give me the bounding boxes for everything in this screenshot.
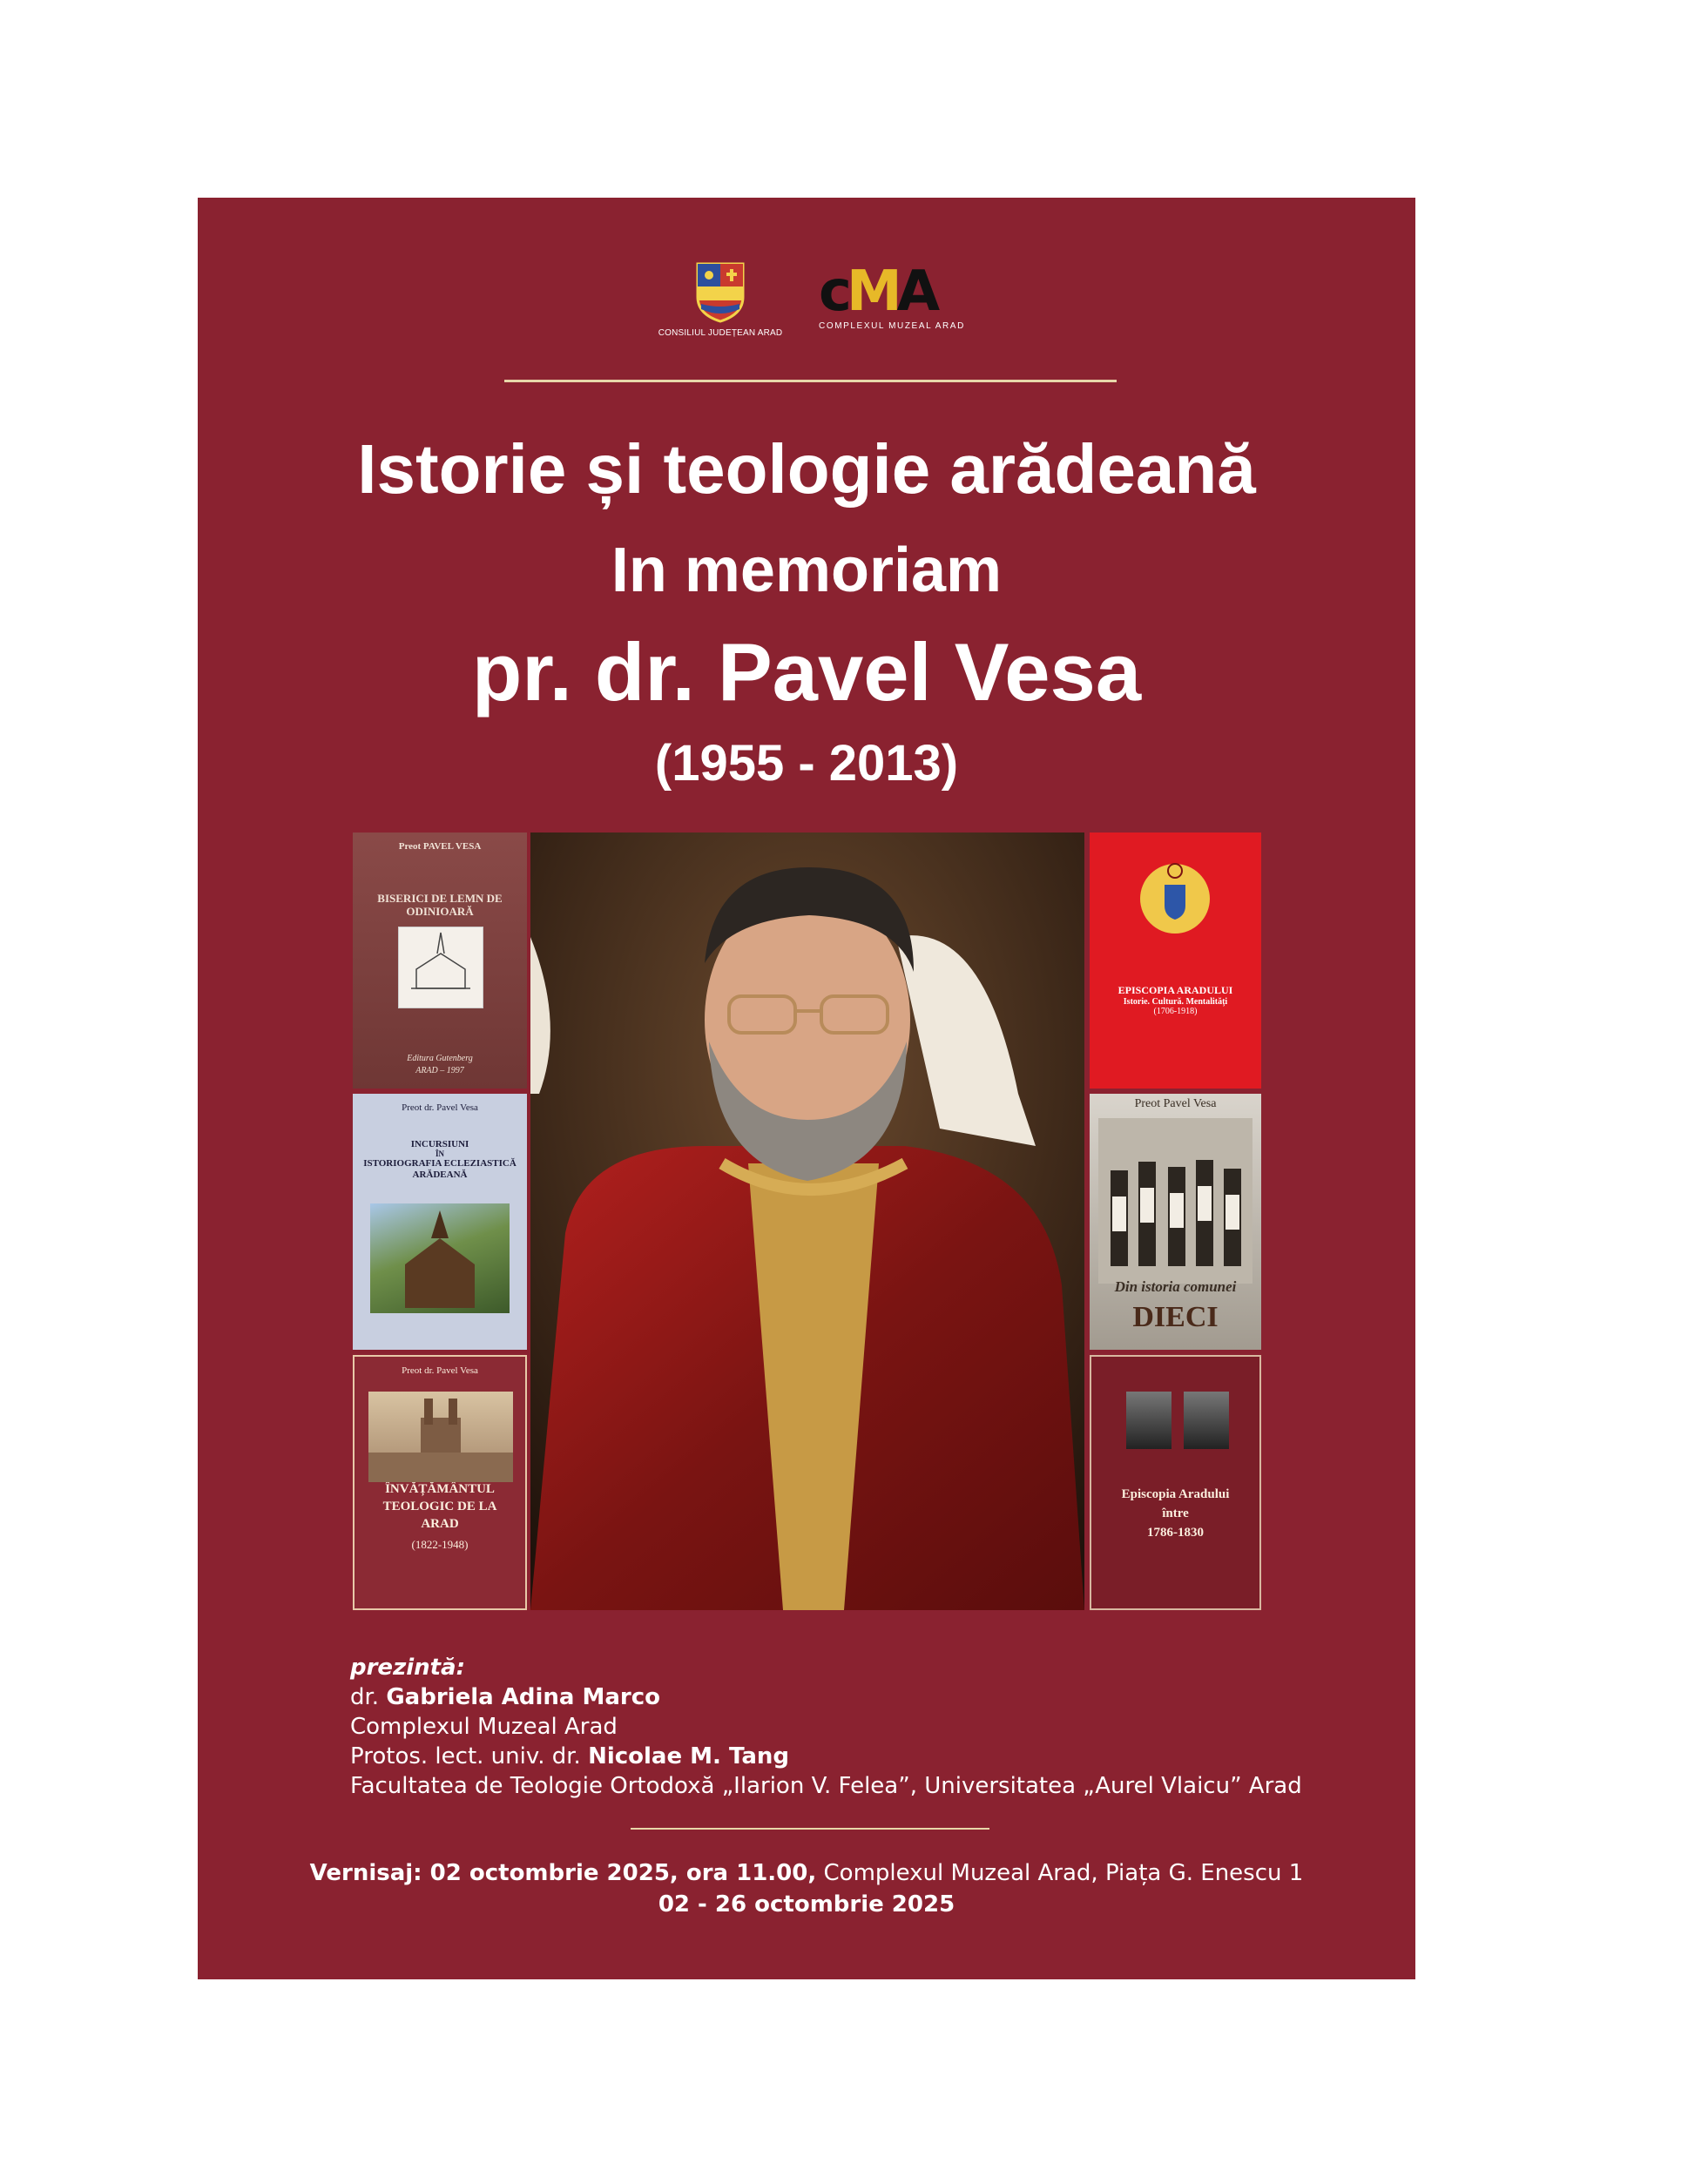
poster: [198, 198, 1415, 1979]
book-title-a: INCURSIUNI: [410, 1139, 469, 1149]
title-line-4: (1955 - 2013): [654, 735, 959, 792]
county-council-caption: CONSILIUL JUDEȚEAN ARAD: [658, 328, 783, 338]
presenter-1-prefix: dr.: [350, 1684, 387, 1710]
book-title-b: ÎN: [435, 1149, 444, 1158]
vernisaj-venue: Complexul Muzeal Arad, Piața G. Enescu 1: [816, 1860, 1304, 1886]
presenter-2-prefix: Protos. lect. univ. dr.: [350, 1743, 589, 1769]
presenter-2-org: Facultatea de Teologie Ortodoxă „Ilarion V. Felea”, Universitatea „Aurel Vlaicu” Arad: [350, 1773, 1302, 1799]
book-title-c: ISTORIOGRAFIA ECLEZIASTICĂ ARĂDEANĂ: [363, 1158, 517, 1180]
county-council-logo: [651, 260, 790, 338]
bishop-portrait-right: [1184, 1392, 1229, 1449]
book-title: EPISCOPIA ARADULUI: [1117, 984, 1233, 996]
event-footer: [198, 1857, 1415, 1920]
book-cover-episcopia-1706: [1090, 832, 1261, 1089]
book-title: ÎNVĂȚĂMÂNTUL TEOLOGIC DE LA ARAD: [382, 1482, 497, 1531]
book-author: Preot dr. Pavel Vesa: [402, 1365, 478, 1376]
title-line-2: In memoriam: [611, 536, 1003, 605]
book-title: BISERICI DE LEMN DE ODINIOARĂ: [377, 892, 503, 918]
presenter-2-name: Nicolae M. Tang: [588, 1743, 790, 1769]
book-subtitle: Istorie. Cultură. Mentalități: [1123, 997, 1228, 1007]
museum-caption: COMPLEXUL MUZEAL ARAD: [819, 321, 965, 331]
book-place: ARAD – 1997: [415, 1066, 464, 1075]
presenter-2: [350, 1742, 1308, 1771]
vernisaj-date: Vernisaj: 02 octombrie 2025, ora 11.00,: [309, 1860, 817, 1886]
book-years: (1706-1918): [1153, 1007, 1198, 1016]
vernisaj-line: [198, 1857, 1415, 1889]
logo-bar: [198, 260, 1415, 356]
villagers-photo: [1098, 1118, 1252, 1284]
book-cover-biserici: [353, 832, 527, 1089]
book-author: Preot PAVEL VESA: [398, 841, 482, 852]
book-publisher: Editura Gutenberg: [407, 1054, 473, 1063]
book-cover-dieci: [1090, 1094, 1261, 1350]
book-title-a: Episcopia Aradului: [1121, 1487, 1230, 1501]
presenter-1-org: Complexul Muzeal Arad: [350, 1714, 618, 1740]
top-divider: [504, 380, 1117, 382]
book-collage: [353, 832, 1261, 1610]
bottom-divider: [631, 1828, 989, 1830]
presenters-block: [350, 1653, 1308, 1801]
episcopal-crest-icon: [1131, 853, 1219, 940]
title-line-1: Istorie și teologie arădeană: [357, 430, 1256, 508]
book-title-c: 1786-1830: [1147, 1526, 1204, 1540]
book-title-b: între: [1162, 1507, 1189, 1520]
presenter-1-name: Gabriela Adina Marco: [386, 1684, 660, 1710]
museum-mark: cMA: [819, 260, 935, 324]
church-illustration: [398, 927, 483, 1008]
book-title-a: Din istoria comunei: [1114, 1278, 1237, 1295]
book-title-b: DIECI: [1132, 1301, 1219, 1333]
book-cover-invatamantul: [353, 1355, 527, 1610]
exhibition-dates: 02 - 26 octombrie 2025: [658, 1891, 955, 1918]
book-cover-episcopia-1786: [1090, 1355, 1261, 1610]
book-author: Preot Pavel Vesa: [1134, 1097, 1217, 1110]
title-line-3: pr. dr. Pavel Vesa: [471, 626, 1142, 718]
book-years: (1822-1948): [411, 1538, 469, 1551]
book-author: Preot dr. Pavel Vesa: [402, 1102, 478, 1113]
presenter-1: [350, 1682, 1308, 1712]
book-cover-incursiuni: [353, 1094, 527, 1350]
coat-of-arms-icon: [694, 260, 746, 323]
bishop-portrait-left: [1126, 1392, 1171, 1449]
presenters-lead: prezintă:: [350, 1655, 465, 1681]
wooden-church-photo: [370, 1203, 510, 1313]
cathedral-photo: [368, 1392, 513, 1482]
museum-logo: [819, 260, 993, 331]
portrait-photo: [530, 832, 1084, 1610]
